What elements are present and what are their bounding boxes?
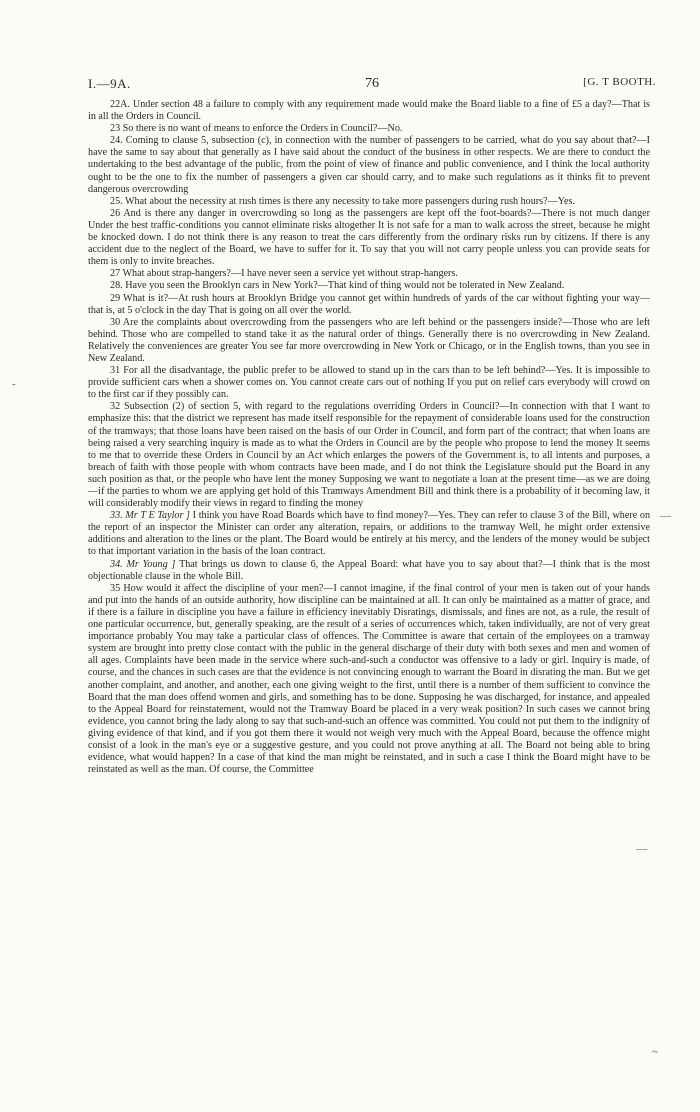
paragraph: 25. What about the necessity at rush times is there any necessity to take more passengers during rush hours?—Yes. [110,195,575,207]
paragraph: 33. Mr T E Taylor ] I think you have Road Boards which have to find money?—Yes. They can refer to clause 3 of the Bill, where on the report of an inspector the Minister can order any alteration, repairs, or additions to the tramway Well, he might order extensive additions and alteration to the lines or the plant. The Board would be entirely at his mercy, and the lenders of the money would be subject to that important variation in the basis of the loan contract. [88,510,651,558]
margin-mark: — [636,843,647,855]
paragraph: 28. Have you seen the Brooklyn cars in New York?—That kind of thing would not be tolerated in New Zealand. [110,280,565,292]
paragraph: 35 How would it affect the discipline of your men?—I cannot imagine, if the final control of your men is taken out of your hands and put into the hands of an outside authority, how discipline can be maintained at all. It can only be maintained as a matter of grace, and if there is a failure in discipline you have a failure in efficiency inevitably Disratings, dismissals, and fines are not, as a rule, the result of one particular occurrence, but, generally speaking, are the result of a series of occurrences which, taken individually, are not of very great importance probably You may take a particular class of offences. The Committee is aware that certain of the employees on a tramway system are brought into pretty close contact with the public in the general discharge of their duty with both sexes and men and women of all ages. Complaints have been made in the service where such-and-such a conductor was offensive to a lady or girl. Inquiry is made, of course, and the chances in such cases are that the evidence is not convincing enough to warrant the Board in disrating the man. But we get another complaint, and another, and another, each one giving weight to the first, until there is a number of them sufficient to convince the Board that the man does offend women and girls, and something has to be done. Supposing he was discharged, for instance, and appealed to the Appeal Board for reinstatement, would not the Tramway Board be placed in a very weak position? In such cases we cannot bring evidence, you cannot bring the lady along to say that such-and-such an offence was committed. You could not put them to the indignity of giving evidence of that kind, and if you got them there it would not weigh very much with the Appeal Board, because the offence might consist of a look in the man's eye or a suggestive gesture, and you could not prove anything at all. The Board not being able to bring evidence, what would happen? In a case of that kind the man might be reinstated, and in such a case I think the Board might have to be reinstated as well as the man. Of course, the Committee [88,582,650,776]
margin-mark: ~ [652,1046,658,1058]
page-number: 76 [365,76,379,91]
paragraph: 31 For all the disadvantage, the public prefer to be allowed to stand up in the cars than to be left behind?—Yes. It is impossible to provide sufficient cars when a shower comes on. You cannot create cars out of nothing If you put on relief cars everybody will crowd on to the first car if they possibly can. [88,365,650,401]
witness-name: [G. T BOOTH. [583,76,656,88]
page-header [88,76,656,96]
paragraph: 27 What about strap-hangers?—I have never seen a service yet without strap-hangers. [110,268,458,280]
report-reference: I.—9A. [88,76,131,91]
paragraph: 30 Are the complaints about overcrowding from the passengers who are left behind or the passengers inside?—Those who are left behind. Those who are compelled to stand take it as the natural order of things. Generally there is no overcrowding in New Zealand. Relatively the conveniences are greater You see far more overcrowding in New York or Chicago, or in the English towns, than you see in New Zealand. [88,316,650,364]
paragraph: 23 So there is no want of means to enforce the Orders in Council?—No. [110,123,403,135]
paragraph: 24. Coming to clause 5, subsection (c), in connection with the number of passengers to be carried, what do you say about that?—I have the same to say about that generally as I have said about the conduct of the business in other respects. We are there to conduct the undertaking to the best advantage of the public, from the point of view of finance and public convenience, and I think the local authority ought to be the one to fix the number of passengers a given car should carry, and to make such regulations as it thinks fit to prevent dangerous overcrowding [88,135,650,195]
page-body [88,99,650,776]
paragraph: 32 Subsection (2) of section 5, with regard to the regulations overriding Orders in Council?—In connection with that I want to emphasize this: that the district we represent has made itself responsible for the repayment of considerable loans used for the construction of the tramways; that those loans have been raised on the basis of our Order in Council, and form part of the contract; that when loans are being raised a very searching inquiry is made as to what the Orders in Council are by the people who propose to lend the money It seems to me that to override these Orders in Council by an Act which enlarges the powers of the Government is, to all intents and purposes, a breach of faith with those people with whom contracts have been made, and I do not think the Legislature should put the Board in any such position as that, or the people who have lent the money Supposing we want to negotiate a loan at the present time—as we are doing—if the parties to whom we are applying get hold of this Tramways Amendment Bill and think there is a probability of it becoming law, it will considerably modify their views in regard to finding the money [88,401,650,510]
speaker-lead: 33. Mr T E Taylor ] [110,510,190,522]
margin-mark: — [660,510,671,522]
paragraph: 26 And is there any danger in overcrowding so long as the passengers are kept off the foot-boards?—There is not much danger Under the best traffic-conditions you cannot eliminate risks altogether It is not safe for a man to walk across the street, because he might be knocked down. I do not think there is any reason to treat the cars differently from the ordinary risks run by citizens. If there is any accident due to the neglect of the Board, we have to suffer for it. To say that you will not carry people unless you can provide seats for them is only to invite breaches. [88,207,650,268]
margin-mark: - [12,378,16,390]
paragraph: 29 What is it?—At rush hours at Brooklyn Bridge you cannot get within hundreds of yards of the car without fighting your way—that is, at 5 o'clock in the day That is going on all over the world. [88,292,650,316]
paragraph: 34. Mr Young ] That brings us down to clause 6, the Appeal Board: what have you to say about that?—I think that is the most objectionable clause in the whole Bill. [88,558,650,582]
paragraph: 22A. Under section 48 a failure to comply with any requirement made would make the Board liable to a fine of £5 a day?—That is in all the Orders in Council. [88,99,650,123]
speaker-lead: 34. Mr Young ] [110,558,176,570]
